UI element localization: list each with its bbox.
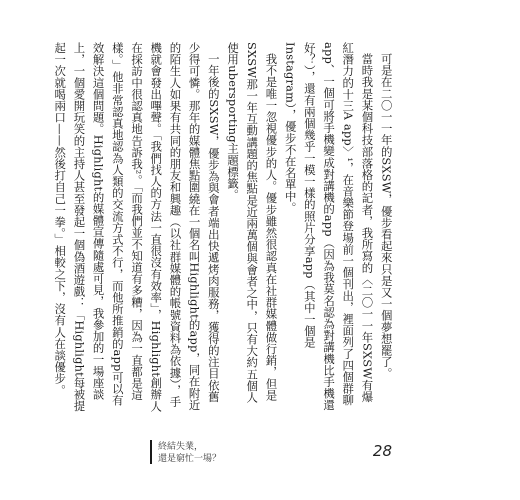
page-number: 28 bbox=[372, 442, 392, 460]
paragraph-4: 一年後的SXSW，優步為與會者端出快遞烤肉服務，獲得的注目依舊少得可憐。那年的媒體焦點圍繞在一個名叫Highlight的app，同在附近的陌生人如果有共同的朋友和興趣（以社群媒體的帳號資料為依據），手機就會發出嗶聲。「我們找人的方法一直很沒有效率」，Highlight創辦人在採訪中很認真地告訴我²。「而我們並不知道有多糟，因為一直都是這樣。」他非常認真地認為人類的交流方式不行，而他所推銷的app可以有效解決這個問題。Highlight的媒體宣傳隨處可見，我參加的一場座談上，一個愛開玩笑的主持人甚至發起一個偽酒遊戲：「Highlight每被提起一次就喝兩口——然後打自己一拳。」相較之下，沒有人在談優步。 bbox=[53, 42, 221, 412]
paragraph-3: 我不是唯一忽視優步的人。優步雖然很認真在社群媒體做行銷，但是SXSW那一年互動講題的焦點是近兩萬個與會者之中，只有大約五個人使用ubersporting主題標籤。 bbox=[226, 42, 279, 404]
running-head-line-2: 還是窮忙一場？ bbox=[158, 454, 222, 464]
running-head-line-1: 終結失業， bbox=[158, 442, 204, 452]
paragraph-1: 可是在二〇一一年的SXSW，優步看起來只是又一個夢想罷了。 bbox=[379, 53, 394, 380]
footer-rule bbox=[150, 440, 152, 464]
page-body bbox=[50, 42, 462, 412]
vertical-text-column bbox=[50, 42, 396, 412]
running-head bbox=[158, 441, 221, 465]
paragraph-2: 當時我是某個科技部落格的記者，我所寫的〈二〇一一年SXSW有爆紅潛力的十三A app〉¹，在音樂節登場前一個刊出，裡面列了四個群聊app、一個可將手機變成對講機的app（因為我莫名認為對講機比手機還好？），還有兩個幾乎一模一樣的照片分享app（其中一個是Instagram），優步不在名單中。 bbox=[283, 42, 375, 411]
